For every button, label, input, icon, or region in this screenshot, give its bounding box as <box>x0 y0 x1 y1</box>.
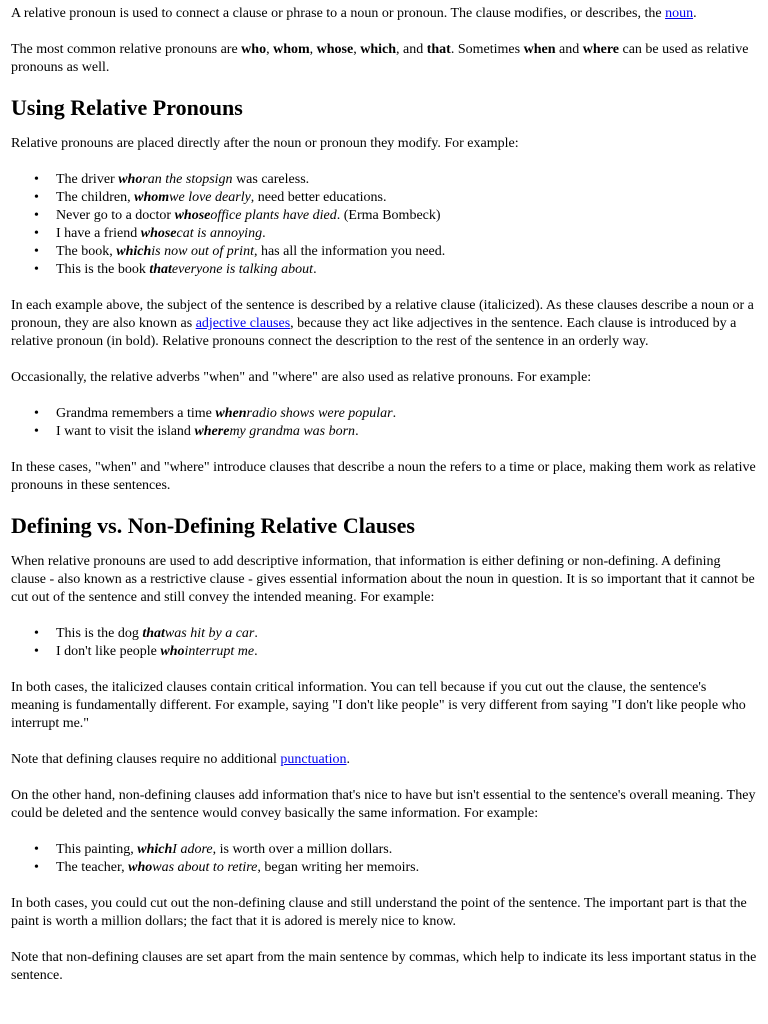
heading-using-relative-pronouns: Using Relative Pronouns <box>11 95 243 120</box>
section1-paragraph-3: Occasionally, the relative adverbs "when" and "where" are also used as relative pronouns. For example: <box>11 370 592 385</box>
list-item: • The teacher, whowas about to retire, began writing her memoirs. <box>56 859 757 877</box>
list-item: • Never go to a doctor whoseoffice plants have died. (Erma Bombeck) <box>56 207 757 225</box>
list-item: • The driver whoran the stopsign was careless. <box>56 171 757 189</box>
section1-paragraph-2: In each example above, the subject of the sentence is described by a relative clause (italicized). As these clauses describe a noun or a pronoun, they are also known as adjective clauses, because they act like adjectives in the sentence. Each clause is introduced by a relative pronoun (in bold). Relative pronouns connect the description to the rest of the sentence in an orderly way. <box>11 298 754 349</box>
section1-paragraph-1: Relative pronouns are placed directly after the noun or pronoun they modify. For example: <box>11 136 519 151</box>
list-item: • I have a friend whosecat is annoying. <box>56 225 757 243</box>
section2-paragraph-1: When relative pronouns are used to add descriptive information, that information is either defining or non-defining. A defining clause - also known as a restrictive clause - gives essential information about the noun in question. It is so important that it cannot be cut out of the sentence and still convey the intended meaning. For example: <box>11 554 755 605</box>
list-item: • Grandma remembers a time whenradio shows were popular. <box>56 405 757 423</box>
list-item: • This is the book thateveryone is talking about. <box>56 261 757 279</box>
list-item: • I don't like people whointerrupt me. <box>56 643 757 661</box>
list-item: • The book, whichis now out of print, has all the information you need. <box>56 243 757 261</box>
noun-link[interactable]: noun <box>665 6 694 21</box>
section2-paragraph-3: Note that defining clauses require no additional punctuation. <box>11 752 351 767</box>
examples-list-1 <box>11 171 757 279</box>
list-item: • This painting, whichI adore, is worth over a million dollars. <box>56 841 757 859</box>
intro-paragraph-2: The most common relative pronouns are who, whom, whose, which, and that. Sometimes when and where can be used as relative pronouns as well. <box>11 42 749 75</box>
punctuation-link[interactable]: punctuation <box>280 752 347 767</box>
list-item: • This is the dog thatwas hit by a car. <box>56 625 757 643</box>
examples-list-2 <box>11 405 757 441</box>
heading-defining-vs-non-defining: Defining vs. Non-Defining Relative Clauses <box>11 513 415 538</box>
intro-paragraph-1: A relative pronoun is used to connect a clause or phrase to a noun or pronoun. The clause modifies, or describes, the noun. <box>11 6 697 21</box>
adjective-clauses-link[interactable]: adjective clauses <box>195 316 291 331</box>
section2-paragraph-5: In both cases, you could cut out the non-defining clause and still understand the point of the sentence. The important part is that the paint is worth a million dollars; the fact that it is adored is merely nice to know. <box>11 896 747 929</box>
examples-list-3 <box>11 625 757 661</box>
list-item: • The children, whomwe love dearly, need better educations. <box>56 189 757 207</box>
section2-paragraph-2: In both cases, the italicized clauses contain critical information. You can tell because if you cut out the clause, the sentence's meaning is fundamentally different. For example, saying "I don't like people" is very different from saying "I don't like people who interrupt me." <box>11 680 746 731</box>
section2-paragraph-6: Note that non-defining clauses are set apart from the main sentence by commas, which help to indicate its less important status in the sentence. <box>11 950 757 983</box>
examples-list-4 <box>11 841 757 877</box>
section2-paragraph-4: On the other hand, non-defining clauses add information that's nice to have but isn't essential to the sentence's overall meaning. They could be deleted and the sentence would convey basically the same information. For example: <box>11 788 756 821</box>
section1-paragraph-4: In these cases, "when" and "where" introduce clauses that describe a noun the refers to a time or place, making them work as relative pronouns in these sentences. <box>11 460 756 493</box>
list-item: • I want to visit the island wheremy grandma was born. <box>56 423 757 441</box>
